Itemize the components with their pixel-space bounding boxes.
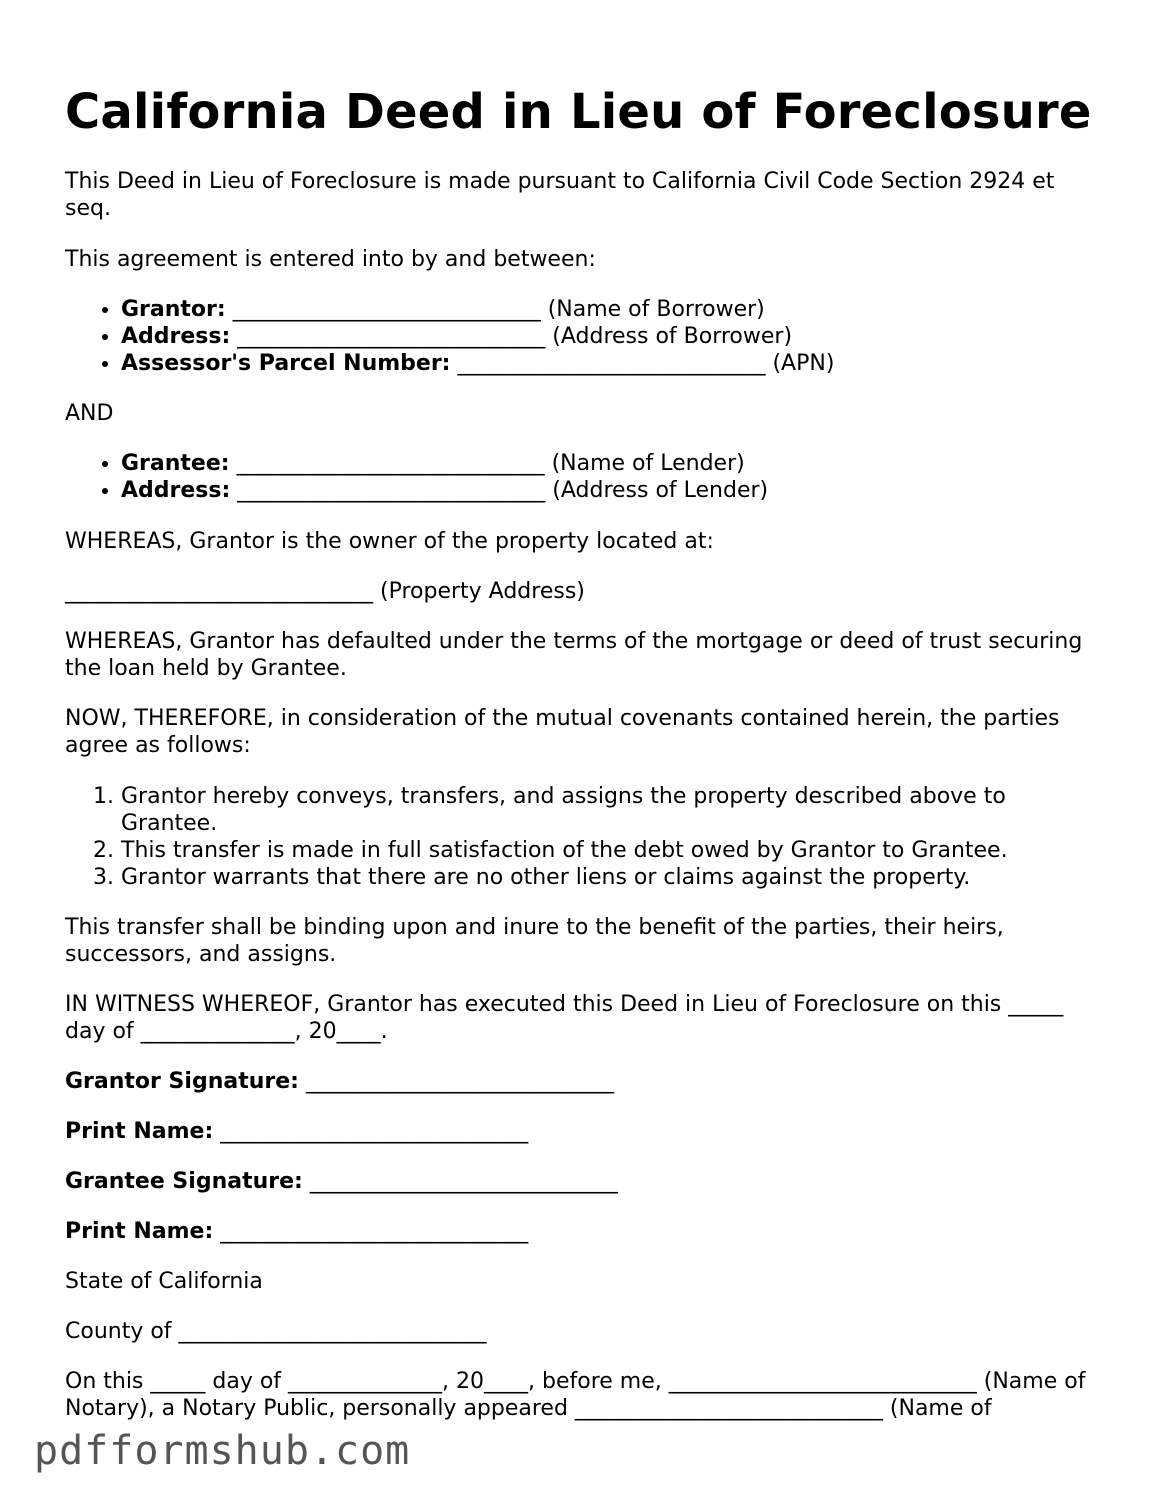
binding-paragraph: This transfer shall be binding upon and inure to the benefit of the parties, their heirs, successors, and assigns. <box>65 915 1004 967</box>
grantee-label: Grantee: <box>121 451 230 476</box>
grantor-print-name-field: ____________________________ <box>213 1119 529 1144</box>
grantee-name-field: ____________________________ (Name of Lender) <box>229 451 745 476</box>
state-line: State of California <box>65 1269 263 1294</box>
grantee-signature-line <box>65 1168 1105 1195</box>
whereas-default-paragraph: WHEREAS, Grantor has defaulted under the terms of the mortgage or deed of trust securing the loan held by Grantee. <box>65 629 1083 681</box>
watermark-logo: pdfformshub.com <box>34 1428 411 1474</box>
grantor-print-name-line <box>65 1118 1105 1145</box>
grantee-address-item <box>121 477 1105 504</box>
witness-paragraph: IN WITNESS WHEREOF, Grantor has executed this Deed in Lieu of Foreclosure on this _____ day of ______________, 20____. <box>65 992 1064 1044</box>
document-title: California Deed in Lieu of Foreclosure <box>65 84 1092 140</box>
and-paragraph: AND <box>65 401 114 426</box>
whereas-owner-paragraph: WHEREAS, Grantor is the owner of the property located at: <box>65 529 714 554</box>
grantor-label: Grantor: <box>121 297 226 322</box>
print-name-label: Print Name: <box>65 1119 214 1144</box>
notary-paragraph: On this _____ day of ______________, 20____, before me, ____________________________ (Name of Notary), a Notary Public, personally appeared ____________________________ (Name of <box>65 1369 1086 1421</box>
grantee-print-name-field: ____________________________ <box>213 1219 529 1244</box>
print-name-label: Print Name: <box>65 1219 214 1244</box>
terms-list <box>65 783 1105 891</box>
grantor-address-label: Address: <box>121 324 231 349</box>
grantor-address-item <box>121 323 1105 350</box>
apn-field: ____________________________ (APN) <box>450 351 835 376</box>
term-item: 3. Grantor warrants that there are no other liens or claims against the property. <box>121 864 1105 891</box>
grantee-signature-label: Grantee Signature: <box>65 1169 303 1194</box>
grantee-list <box>65 450 1105 504</box>
grantor-signature-line <box>65 1068 1105 1095</box>
apn-item <box>121 350 1105 377</box>
grantee-print-name-line <box>65 1218 1105 1245</box>
grantor-signature-field: ____________________________ <box>298 1069 614 1094</box>
grantor-name-field: ____________________________ (Name of Borrower) <box>225 297 765 322</box>
property-address-line: ____________________________ (Property Address) <box>65 579 585 604</box>
apn-label: Assessor's Parcel Number: <box>121 351 451 376</box>
intro-paragraph: This Deed in Lieu of Foreclosure is made pursuant to California Civil Code Section 2924 et seq. <box>65 169 1055 221</box>
grantor-list <box>65 296 1105 377</box>
term-item: 1. Grantor hereby conveys, transfers, and assigns the property described above to Grantee. <box>121 783 1105 837</box>
term-item: 2. This transfer is made in full satisfaction of the debt owed by Grantor to Grantee. <box>121 837 1105 864</box>
now-therefore-paragraph: NOW, THEREFORE, in consideration of the mutual covenants contained herein, the parties agree as follows: <box>65 706 1060 758</box>
grantor-signature-label: Grantor Signature: <box>65 1069 299 1094</box>
agreement-paragraph: This agreement is entered into by and between: <box>65 247 596 272</box>
grantee-name-item <box>121 450 1105 477</box>
county-line: County of ____________________________ <box>65 1319 487 1344</box>
grantee-address-field: ____________________________ (Address of Lender) <box>230 478 769 503</box>
grantee-signature-field: ____________________________ <box>302 1169 618 1194</box>
grantor-name-item <box>121 296 1105 323</box>
grantor-address-field: ____________________________ (Address of Borrower) <box>230 324 793 349</box>
grantee-address-label: Address: <box>121 478 231 503</box>
